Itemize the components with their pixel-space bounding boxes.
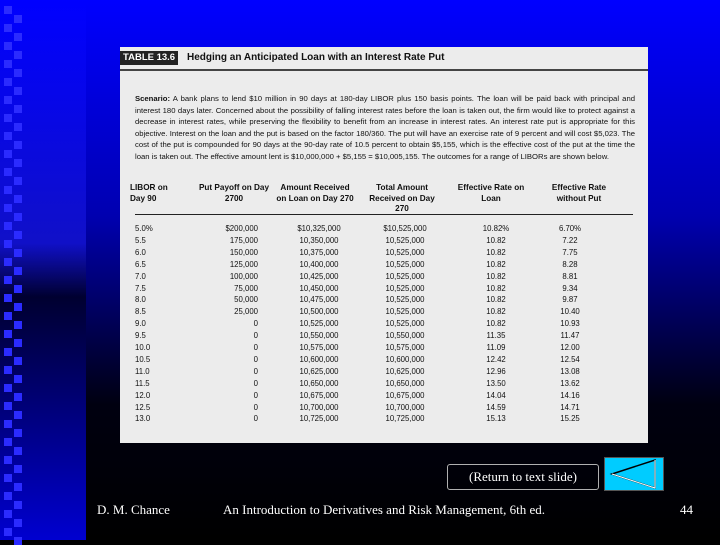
cell-put-payoff: 0 [253, 331, 258, 341]
decorative-square [4, 330, 12, 338]
decorative-square [14, 537, 22, 545]
decorative-square [14, 483, 22, 491]
decorative-square [4, 366, 12, 374]
cell-libor: 9.0 [135, 319, 146, 329]
cell-effective-rate-without-put: 14.71 [560, 402, 580, 412]
decorative-square [4, 168, 12, 176]
cell-amount-received: 10,450,000 [299, 283, 339, 293]
cell-put-payoff: 125,000 [229, 259, 258, 269]
cell-effective-rate-without-put: 9.34 [562, 283, 578, 293]
decorative-square [4, 132, 12, 140]
decorative-square [4, 438, 12, 446]
cell-libor: 5.0% [135, 224, 153, 233]
cell-effective-rate: 10.82 [486, 259, 506, 269]
decorative-square [14, 321, 22, 329]
table-header-bar [120, 47, 648, 69]
cell-total-amount: 10,675,000 [385, 390, 425, 400]
decorative-square [14, 411, 22, 419]
column-header-amount-received: Amount Received on Loan on Day 270 [276, 183, 354, 203]
cell-libor: 13.0 [135, 414, 151, 424]
cell-effective-rate: 14.59 [486, 402, 506, 412]
decorative-square [14, 51, 22, 59]
cell-effective-rate: 10.82 [486, 295, 506, 305]
decorative-square [14, 249, 22, 257]
footer-author: D. M. Chance [97, 502, 170, 517]
footer-page-number: 44 [680, 502, 693, 517]
decorative-square [14, 339, 22, 347]
cell-total-amount: 10,600,000 [385, 354, 425, 364]
decorative-square [4, 420, 12, 428]
cell-amount-received: 10,425,000 [299, 271, 339, 281]
decorative-square [14, 15, 22, 23]
cell-effective-rate-without-put: 8.81 [562, 271, 578, 281]
cell-effective-rate: 10.82 [486, 307, 506, 317]
decorative-square [4, 240, 12, 248]
cell-put-payoff: 175,000 [229, 235, 258, 245]
cell-amount-received: 10,375,000 [299, 247, 339, 257]
cell-effective-rate: 10.82 [486, 247, 506, 257]
decorative-square [14, 393, 22, 401]
cell-effective-rate: 13.50 [486, 378, 506, 388]
decorative-square [14, 213, 22, 221]
table-title: Hedging an Anticipated Loan with an Interest Rate Put [187, 52, 445, 63]
decorative-square [4, 60, 12, 68]
decorative-square [4, 114, 12, 122]
cell-effective-rate: 10.82% [482, 224, 510, 233]
cell-libor: 12.0 [135, 390, 151, 400]
decorative-square [4, 510, 12, 518]
cell-effective-rate: 11.09 [486, 343, 506, 352]
cell-put-payoff: 0 [253, 343, 258, 352]
cell-put-payoff: 100,000 [229, 271, 258, 281]
cell-libor: 10.0 [135, 343, 151, 352]
cell-amount-received: 10,525,000 [299, 319, 339, 329]
cell-put-payoff: 75,000 [234, 283, 258, 293]
cell-effective-rate: 10.82 [486, 283, 506, 293]
decorative-square [14, 501, 22, 509]
cell-effective-rate: 11.35 [486, 331, 506, 341]
cell-effective-rate: 10.82 [486, 235, 506, 245]
cell-libor: 11.5 [135, 378, 150, 388]
cell-amount-received: 10,475,000 [299, 295, 339, 305]
decorative-square [14, 285, 22, 293]
decorative-square [4, 222, 12, 230]
cell-amount-received: 10,725,000 [299, 414, 339, 424]
decorative-square [14, 465, 22, 473]
decorative-square [4, 528, 12, 536]
decorative-square [14, 87, 22, 95]
cell-total-amount: 10,700,000 [385, 402, 425, 412]
cell-libor: 6.5 [135, 259, 146, 269]
decorative-square [4, 312, 12, 320]
cell-total-amount: 10,525,000 [385, 247, 425, 257]
decorative-square [14, 447, 22, 455]
cell-total-amount: 10,525,000 [385, 235, 425, 245]
cell-total-amount: 10,650,000 [385, 378, 425, 388]
cell-libor: 6.0 [135, 247, 146, 257]
left-triangle-icon [605, 458, 663, 490]
cell-effective-rate-without-put: 14.16 [560, 390, 580, 400]
decorative-square [14, 33, 22, 41]
scenario-text: A bank plans to lend $10 million in 90 days at 180-day LIBOR plus 150 basis points. The loan will be paid back with principal and interest 180 days later. Concerned about the possibility of falling interest rates before the loan is taken out, the firm would like to protect against a decrease in interest rates, while preserving the flexibility to benefit from an increase in interest rates. An interest rate put is appropriate for this objective. Interest on the loan and the put is based on the factor 180/360. The put will have an exercise rate of 9 percent and will cost $5,023. The cost of the put is compounded for 90 days at the 90-day rate of 10.5 percent to obtain $5,155, which is the effective cost of the put at the time the loan is taken out. The effective amount lent is $10,000,000 + $5,155 = $10,005,155. The outcomes for a range of LIBORs are shown below. [135, 94, 636, 161]
cell-total-amount: 10,525,000 [385, 295, 425, 305]
decorative-square [4, 6, 12, 14]
cell-put-payoff: 50,000 [234, 295, 258, 305]
decorative-square [14, 105, 22, 113]
decorative-square [4, 474, 12, 482]
cell-libor: 7.5 [135, 283, 146, 293]
cell-put-payoff: 0 [253, 378, 258, 388]
decorative-square [14, 123, 22, 131]
decorative-square [14, 177, 22, 185]
table-header-rule [135, 214, 633, 215]
cell-total-amount: 10,525,000 [385, 259, 425, 269]
decorative-square [14, 69, 22, 77]
cell-total-amount: 10,525,000 [385, 271, 425, 281]
cell-amount-received: 10,575,000 [299, 343, 339, 352]
cell-amount-received: 10,700,000 [299, 402, 339, 412]
cell-effective-rate: 12.42 [486, 354, 506, 364]
scenario-label: Scenario: [135, 94, 171, 103]
decorative-square [4, 456, 12, 464]
cell-libor: 5.5 [135, 235, 146, 245]
cell-effective-rate: 10.82 [486, 319, 506, 329]
decorative-square-column [0, 0, 22, 540]
cell-total-amount: 10,625,000 [385, 366, 425, 376]
decorative-square [14, 267, 22, 275]
decorative-square [4, 78, 12, 86]
cell-effective-rate-without-put: 15.25 [560, 414, 580, 424]
cell-effective-rate-without-put: 6.70% [558, 224, 582, 233]
cell-effective-rate-without-put: 7.75 [562, 247, 578, 257]
cell-effective-rate-without-put: 9.87 [562, 295, 578, 305]
column-header-libor: LIBOR on Day 90 [130, 183, 168, 203]
cell-put-payoff: 0 [253, 390, 258, 400]
cell-effective-rate-without-put: 10.40 [560, 307, 580, 317]
cell-total-amount: 10,525,000 [385, 319, 425, 329]
column-header-total-amount: Total Amount Received on Day 270 [369, 183, 435, 214]
cell-amount-received: 10,400,000 [299, 259, 339, 269]
decorative-square [14, 519, 22, 527]
cell-amount-received: 10,625,000 [299, 366, 339, 376]
cell-effective-rate-without-put: 13.08 [560, 366, 580, 376]
decorative-square [4, 384, 12, 392]
cell-put-payoff: 0 [253, 366, 258, 376]
cell-put-payoff: $200,000 [225, 224, 258, 233]
cell-amount-received: 10,650,000 [299, 378, 339, 388]
cell-put-payoff: 0 [253, 414, 258, 424]
cell-put-payoff: 0 [253, 402, 258, 412]
decorative-square [4, 294, 12, 302]
cell-effective-rate: 12.96 [486, 366, 506, 376]
cell-libor: 8.5 [135, 307, 146, 317]
footer-book-title: An Introduction to Derivatives and Risk Management, 6th ed. [223, 502, 546, 517]
decorative-square [4, 186, 12, 194]
decorative-square [14, 357, 22, 365]
cell-put-payoff: 150,000 [229, 247, 258, 257]
cell-amount-received: 10,350,000 [299, 235, 339, 245]
cell-put-payoff: 25,000 [234, 307, 258, 317]
cell-total-amount: 10,525,000 [385, 307, 425, 317]
cell-effective-rate-without-put: 11.47 [560, 331, 580, 341]
decorative-square [4, 24, 12, 32]
cell-amount-received: 10,500,000 [299, 307, 339, 317]
decorative-square [4, 348, 12, 356]
decorative-square [14, 303, 22, 311]
decorative-square [4, 492, 12, 500]
cell-effective-rate: 15.13 [486, 414, 506, 424]
cell-amount-received: 10,550,000 [299, 331, 339, 341]
decorative-square [4, 258, 12, 266]
cell-effective-rate-without-put: 12.00 [560, 343, 580, 352]
cell-libor: 8.0 [135, 295, 146, 305]
table-number: TABLE 13.6 [120, 51, 178, 65]
cell-effective-rate-without-put: 7.22 [562, 235, 578, 245]
column-header-put-payoff: Put Payoff on Day 2700 [198, 183, 270, 203]
cell-effective-rate-without-put: 12.54 [560, 354, 580, 364]
cell-put-payoff: 0 [253, 319, 258, 329]
cell-libor: 10.5 [135, 354, 151, 364]
return-to-text-slide-link[interactable]: (Return to text slide) [447, 464, 599, 490]
scenario-paragraph [135, 93, 635, 163]
cell-libor: 9.5 [135, 331, 146, 341]
cell-libor: 7.0 [135, 271, 146, 281]
table-title-rule [120, 69, 648, 71]
decorative-square [14, 159, 22, 167]
cell-amount-received: $10,325,000 [297, 224, 341, 233]
back-nav-button[interactable] [604, 457, 664, 491]
decorative-square [4, 96, 12, 104]
cell-total-amount: 10,725,000 [385, 414, 425, 424]
cell-total-amount: $10,525,000 [383, 224, 427, 233]
cell-effective-rate: 10.82 [486, 271, 506, 281]
cell-effective-rate-without-put: 8.28 [562, 259, 578, 269]
cell-put-payoff: 0 [253, 354, 258, 364]
decorative-square [4, 402, 12, 410]
decorative-square [14, 375, 22, 383]
decorative-square [4, 150, 12, 158]
decorative-square [14, 141, 22, 149]
decorative-square [4, 276, 12, 284]
column-header-effective-rate-without-put: Effective Rate without Put [551, 183, 607, 203]
cell-effective-rate: 14.04 [486, 390, 506, 400]
decorative-square [4, 204, 12, 212]
table-figure [120, 47, 648, 443]
decorative-square [14, 195, 22, 203]
cell-amount-received: 10,600,000 [299, 354, 339, 364]
cell-total-amount: 10,550,000 [385, 331, 425, 341]
cell-libor: 12.5 [135, 402, 151, 412]
cell-amount-received: 10,675,000 [299, 390, 339, 400]
cell-libor: 11.0 [135, 366, 150, 376]
decorative-square [14, 231, 22, 239]
cell-effective-rate-without-put: 10.93 [560, 319, 580, 329]
cell-effective-rate-without-put: 13.62 [560, 378, 580, 388]
cell-total-amount: 10,525,000 [385, 283, 425, 293]
decorative-square [14, 429, 22, 437]
column-header-effective-rate: Effective Rate on Loan [457, 183, 525, 203]
decorative-square [4, 42, 12, 50]
cell-total-amount: 10,575,000 [385, 343, 425, 352]
